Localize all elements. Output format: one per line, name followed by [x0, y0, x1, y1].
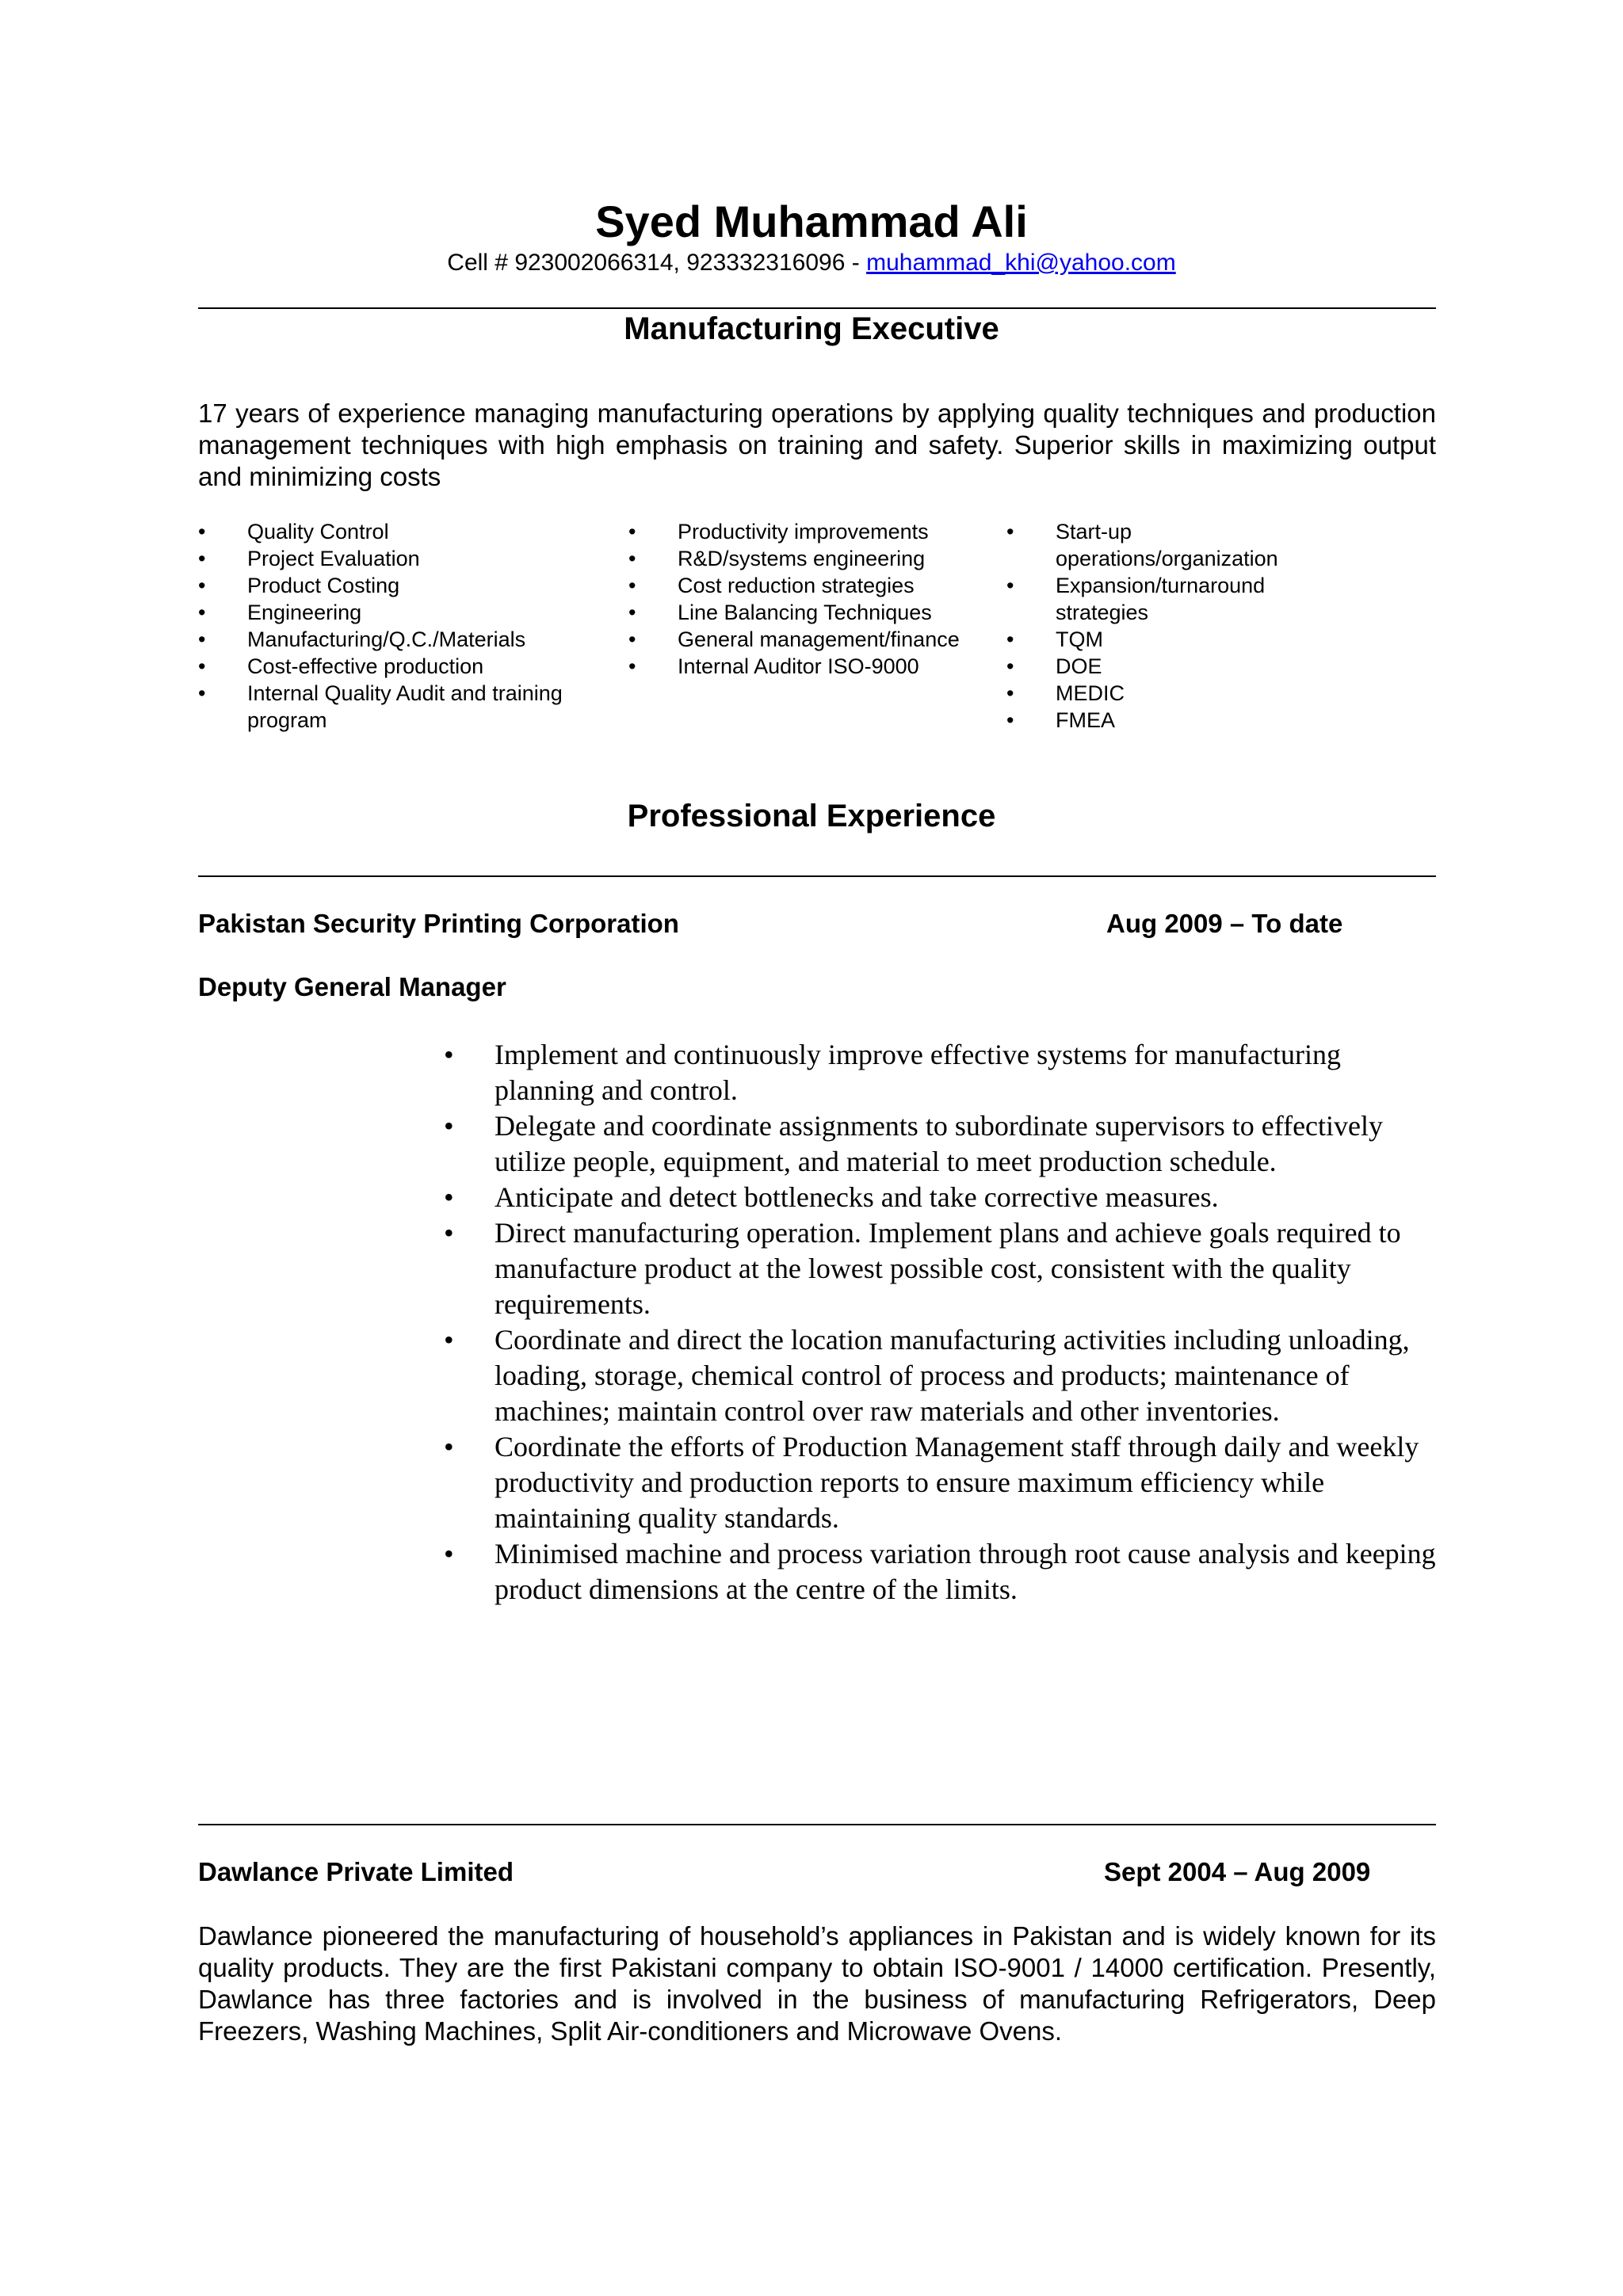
skills-column-1 [198, 518, 594, 734]
duty-item: • Anticipate and detect bottlenecks and take corrective measures. [444, 1180, 1439, 1215]
job-position: Deputy General Manager [198, 972, 506, 1001]
duty-item: • Direct manufacturing operation. Implement plans and achieve goals required to manufacture product at the lowest possible cost, consistent with the quality requirements. [444, 1215, 1439, 1322]
divider [198, 875, 1436, 877]
duty-item: • Delegate and coordinate assignments to subordinate supervisors to effectively utilize people, equipment, and material to meet production schedule. [444, 1108, 1439, 1180]
summary-text: 17 years of experience managing manufacturing operations by applying quality techniques and production management techniques with high emphasis on training and safety. Superior skills in maximizing output and minimizing costs [198, 399, 1436, 491]
summary-title: Manufacturing Executive [624, 311, 999, 346]
skill-item: • FMEA [1006, 707, 1308, 734]
employment-dates: Aug 2009 – To date [1106, 909, 1343, 938]
duties-list [444, 1037, 1439, 1608]
skill-item: • Cost reduction strategies [628, 572, 993, 599]
company-description: Dawlance pioneered the manufacturing of household’s appliances in Pakistan and is widely known for its quality products. They are the first Pakistani company to obtain ISO-9001 / 14000 certification. Presently, Dawlance has three factories and is involved in the business of manufacturing Refrigerators, Deep Freezers, Washing Machines, Split Air-conditioners and Microwave Ovens. [198, 1921, 1436, 2046]
skill-item: • R&D/systems engineering [628, 545, 993, 572]
employment-dates: Sept 2004 – Aug 2009 [1104, 1857, 1371, 1886]
skill-item: • Engineering [198, 599, 594, 626]
candidate-name: Syed Muhammad Ali [595, 196, 1028, 246]
skill-item: • Cost-effective production [198, 653, 594, 680]
skills-column-3 [1006, 518, 1308, 734]
email-link[interactable]: muhammad_khi@yahoo.com [866, 250, 1176, 276]
skill-item: • MEDIC [1006, 680, 1308, 707]
skill-item: • Productivity improvements [628, 518, 993, 545]
company-name: Dawlance Private Limited [198, 1857, 514, 1886]
duty-item: • Minimised machine and process variation through root cause analysis and keeping product dimensions at the centre of the limits. [444, 1536, 1439, 1608]
skill-item: • DOE [1006, 653, 1308, 680]
skills-column-2 [628, 518, 993, 680]
divider [198, 1824, 1436, 1825]
duty-item: • Coordinate the efforts of Production Management staff through daily and weekly productivity and production reports to ensure maximum efficiency while maintaining quality standards. [444, 1429, 1439, 1536]
skill-item: • Internal Auditor ISO-9000 [628, 653, 993, 680]
phone-numbers: Cell # 923002066314, 923332316096 - [447, 250, 867, 276]
skill-item: • Internal Quality Audit and training program [198, 680, 594, 734]
experience-title: Professional Experience [627, 799, 996, 833]
skill-item: • Quality Control [198, 518, 594, 545]
skill-item: • Product Costing [198, 572, 594, 599]
skill-item: • Line Balancing Techniques [628, 599, 993, 626]
duty-item: • Implement and continuously improve effective systems for manufacturing planning and control. [444, 1037, 1439, 1108]
divider [198, 307, 1436, 309]
skill-item: • Start-up operations/organization [1006, 518, 1308, 572]
skill-item: • General management/finance [628, 626, 993, 653]
skill-item: • Manufacturing/Q.C./Materials [198, 626, 594, 653]
company-name: Pakistan Security Printing Corporation [198, 909, 679, 938]
skill-item: • Expansion/turnaround strategies [1006, 572, 1308, 626]
contact-line [0, 249, 1623, 277]
duty-item: • Coordinate and direct the location manufacturing activities including unloading, loading, storage, chemical control of process and products; maintenance of machines; maintain control over raw materials and other inventories. [444, 1322, 1439, 1429]
skill-item: • TQM [1006, 626, 1308, 653]
skill-item: • Project Evaluation [198, 545, 594, 572]
